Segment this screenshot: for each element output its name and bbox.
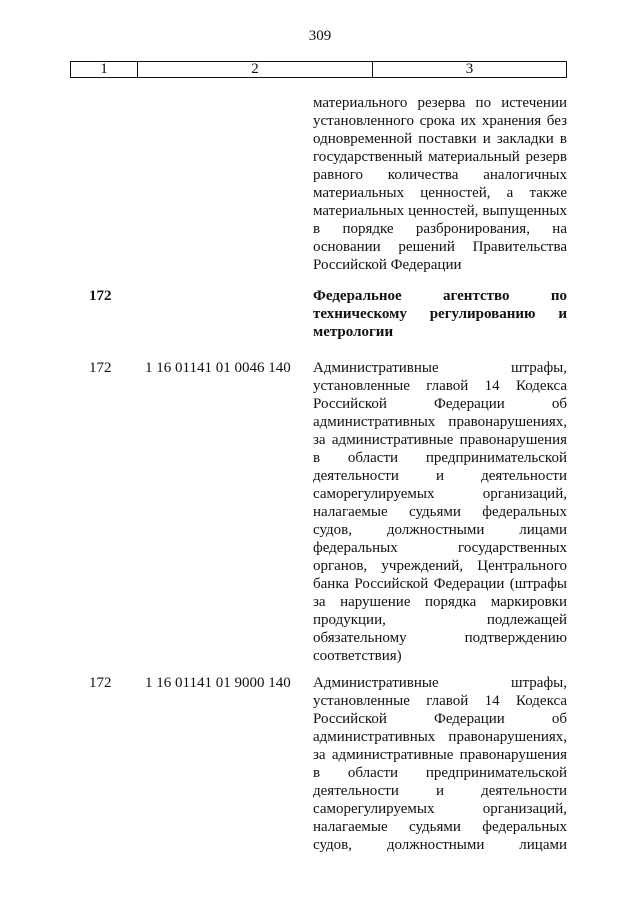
text-line: в области предпринимательской <box>313 765 567 781</box>
text-line: саморегулируемых организаций, <box>313 486 567 502</box>
text-line: федеральных государственных <box>313 540 567 556</box>
text-line: за административные правонарушения <box>313 747 567 763</box>
header-column-2: 2 <box>138 62 373 77</box>
text-line: установленные главой 14 Кодекса <box>313 378 567 394</box>
agency-code: 172 <box>89 288 112 304</box>
admin-code: 172 <box>89 675 112 691</box>
text-line: государственный материальный резерв <box>313 149 567 165</box>
text-line: органов, учреждений, Центрального <box>313 558 567 574</box>
text-line: налагаемые судьями федеральных <box>313 819 567 835</box>
text-line: соответствия) <box>313 648 402 664</box>
text-line: Российской Федерации об <box>313 396 567 412</box>
text-line: за административные правонарушения <box>313 432 567 448</box>
text-line: основании решений Правительства <box>313 239 567 255</box>
text-line: налагаемые судьями федеральных <box>313 504 567 520</box>
text-line: Административные штрафы, <box>313 360 567 376</box>
text-line: за нарушение порядка маркировки <box>313 594 567 610</box>
continuation-description <box>313 94 567 274</box>
page-number: 309 <box>308 28 332 44</box>
text-line: метрологии <box>313 324 394 340</box>
agency-name <box>313 287 567 341</box>
budget-classification-code: 1 16 01141 01 0046 140 <box>145 360 291 376</box>
row-description <box>313 359 567 665</box>
text-line: Российской Федерации <box>313 257 462 273</box>
text-line: в порядке разбронирования, на <box>313 221 567 237</box>
text-line: установленные главой 14 Кодекса <box>313 693 567 709</box>
text-line: в области предпринимательской <box>313 450 567 466</box>
text-line: деятельности и деятельности <box>313 468 567 484</box>
text-line: деятельности и деятельности <box>313 783 567 799</box>
row-description <box>313 674 567 854</box>
text-line: обязательному подтверждению <box>313 630 567 646</box>
text-line: саморегулируемых организаций, <box>313 801 567 817</box>
text-line: Федеральное агентство по <box>313 288 567 304</box>
text-line: материального резерва по истечении <box>313 95 567 111</box>
text-line: Административные штрафы, <box>313 675 567 691</box>
text-line: административных правонарушениях, <box>313 729 567 745</box>
text-line: материальных ценностей, а также <box>313 185 567 201</box>
text-line: судов, должностными лицами <box>313 522 567 538</box>
text-line: банка Российской Федерации (штрафы <box>313 576 567 592</box>
text-line: материальных ценностей, выпущенных <box>313 203 567 219</box>
text-line: техническому регулированию и <box>313 306 567 322</box>
header-column-3: 3 <box>465 61 474 77</box>
text-line: одновременной поставки и закладки в <box>313 131 567 147</box>
text-line: продукции, подлежащей <box>313 612 567 628</box>
admin-code: 172 <box>89 360 112 376</box>
text-line: судов, должностными лицами <box>313 837 567 853</box>
header-column-1: 1 <box>71 62 138 77</box>
budget-classification-code: 1 16 01141 01 9000 140 <box>145 675 291 691</box>
table-header <box>70 61 567 78</box>
text-line: административных правонарушениях, <box>313 414 567 430</box>
text-line: Российской Федерации об <box>313 711 567 727</box>
text-line: установленного срока их хранения без <box>313 113 567 129</box>
text-line: равного количества аналогичных <box>313 167 567 183</box>
